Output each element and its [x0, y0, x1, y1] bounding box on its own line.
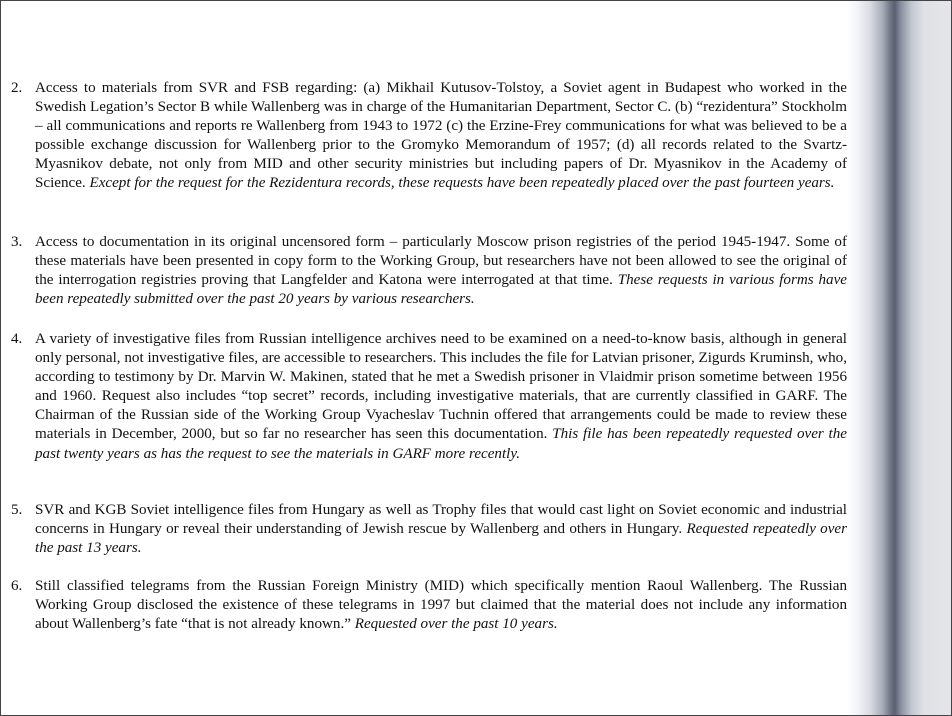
list-item-5 — [11, 501, 847, 558]
item-number: 3. — [11, 234, 23, 250]
item-body: Access to materials from SVR and FSB regarding: (a) Mikhail Kutusov-Tolstoy, a Soviet agent in Budapest who worked in the Swedish Legation’s Sector B while Wallenberg was in charge of the Humanitarian Department, Sector C. (b) “rezidentura” Stockholm – all communications and reports re Wallenberg from 1943 to 1972 (c) the Erzine-Frey communications for what was believed to be a possible exchange discussion for Wallenberg prior to the Gromyko Memorandum of 1957; (d) all records related to the Svartz-Myasnikov debate, not only from MID and other security ministries but including papers of Dr. Myasnikov in the Academy of Science. — [35, 80, 847, 192]
list-item-3 — [11, 233, 847, 309]
item-text — [35, 501, 847, 558]
item-note: Requested repeatedly over the past 13 years. — [35, 521, 848, 557]
page-edge-shadow — [847, 1, 951, 715]
list-item-4 — [11, 330, 847, 464]
item-body: Still classified telegrams from the Russian Foreign Ministry (MID) which specifically mention Raoul Wallenberg. The Russian Working Group disclosed the existence of these telegrams in 1997 but claimed that the material does not include any information about Wallenberg’s fate “that is not already known.” — [35, 578, 847, 633]
item-note: Requested over the past 10 years. — [354, 616, 558, 633]
list-item-2 — [11, 79, 847, 194]
item-text — [35, 577, 847, 634]
item-body: Access to documentation in its original uncensored form – particularly Moscow prison registries of the period 1945-1947. Some of these materials have been presented in copy form to the Working Group, but researchers have not been allowed to see the original of the interrogation registries proving that Langfelder and Katona were interrogated at that time. — [35, 234, 847, 289]
item-body: SVR and KGB Soviet intelligence files from Hungary as well as Trophy files that would cast light on Soviet economic and industrial concerns in Hungary or reveal their understanding of Jewish rescue by Wallenberg and others in Hungary. — [35, 502, 847, 538]
item-body: A variety of investigative files from Russian intelligence archives need to be examined on a need-to-know basis, although in general only personal, not investigative files, are accessible to researchers. This includes the file for Latvian prisoner, Zigurds Kruminsh, who, according to testimony by Dr. Marvin W. Makinen, stated that he met a Swedish prisoner in Vlaidmir prison sometime between 1956 and 1960. Request also includes “top secret” records, including investigative materials, that are currently classified in GARF. The Chairman of the Russian side of the Working Group Vyacheslav Tuchnin offered that arrangements could be made to review these materials in December, 2000, but so far no researcher has seen this documentation. — [35, 331, 847, 443]
item-note: Except for the request for the Rezidentura records, these requests have been repeatedly placed over the past fourteen years. — [89, 175, 835, 192]
item-text — [35, 330, 847, 464]
list-item-6 — [11, 577, 847, 634]
item-text — [35, 233, 847, 309]
item-number: 4. — [11, 331, 23, 347]
item-text — [35, 79, 847, 194]
item-note: This file has been repeatedly requested over the past twenty years as has the request to see the materials in GARF more recently. — [35, 426, 847, 462]
item-number: 5. — [11, 502, 23, 518]
item-number: 2. — [11, 80, 23, 96]
item-number: 6. — [11, 578, 23, 594]
item-note: These requests in various forms have been repeatedly submitted over the past 20 years by various researchers. — [35, 272, 848, 308]
